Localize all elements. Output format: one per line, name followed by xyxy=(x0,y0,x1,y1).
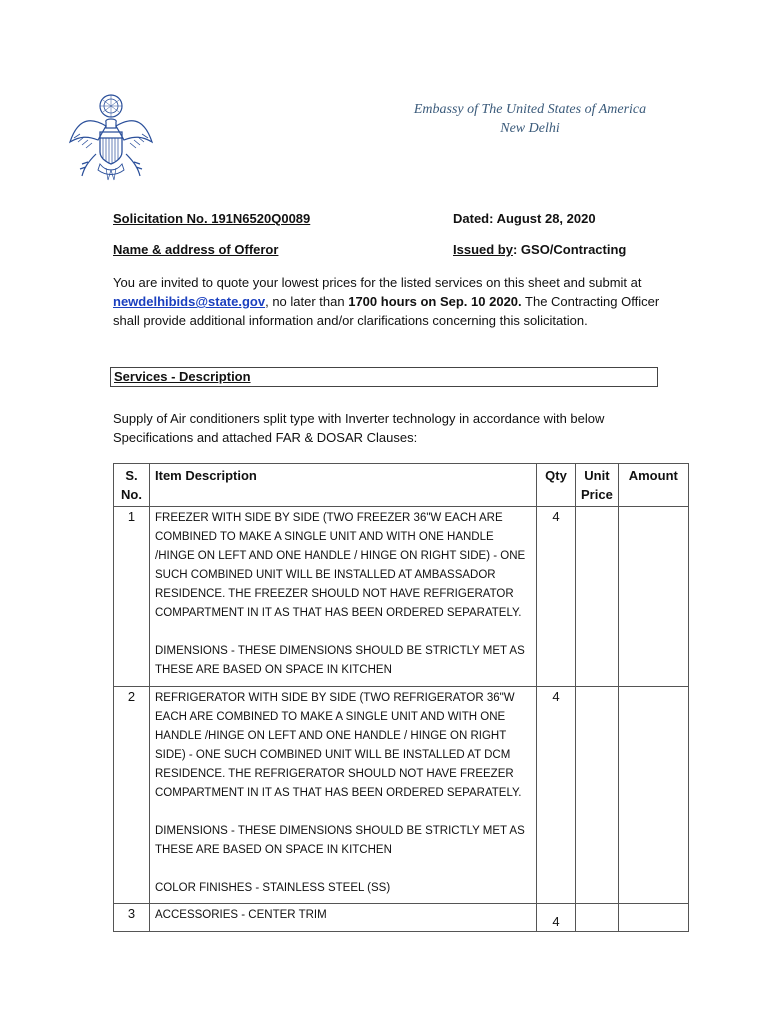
header-description: Item Description xyxy=(150,464,537,507)
header-qty: Qty xyxy=(537,464,576,507)
row-description xyxy=(150,904,537,932)
table-row xyxy=(114,687,689,904)
issued-by xyxy=(453,242,626,257)
row-sno: 3 xyxy=(114,904,150,932)
row-amount xyxy=(618,687,688,904)
table-row xyxy=(114,507,689,687)
header-amount: Amount xyxy=(618,464,688,507)
table-header-row xyxy=(114,464,689,507)
description-paragraph: FREEZER WITH SIDE BY SIDE (TWO FREEZER 36"W EACH ARE COMBINED TO MAKE A SINGLE UNIT AND WITH ONE HANDLE /HINGE ON LEFT AND ONE HANDLE / HINGE ON RIGHT SIDE) - ONE SUCH COMBINED UNIT WILL BE INSTALLED AT AMBASSADOR RESIDENCE. THE FREEZER SHOULD NOT HAVE REFRIGERATOR COMPARTMENT IN IT AS THAT HAS BEEN ORDERED SEPARATELY. xyxy=(155,512,526,619)
description-paragraph: DIMENSIONS - THESE DIMENSIONS SHOULD BE STRICTLY MET AS THESE ARE BASED ON SPACE IN KITCHEN xyxy=(155,645,525,676)
description-paragraph: ACCESSORIES - CENTER TRIM xyxy=(155,909,327,921)
issued-by-value: : GSO/Contracting xyxy=(512,242,627,257)
embassy-seal-icon xyxy=(66,92,156,184)
section-title: Services - Description xyxy=(110,367,658,387)
row-unit-price xyxy=(576,507,619,687)
embassy-heading xyxy=(370,100,690,138)
description-paragraph: DIMENSIONS - THESE DIMENSIONS SHOULD BE STRICTLY MET AS THESE ARE BASED ON SPACE IN KITCHEN xyxy=(155,825,525,856)
row-unit-price xyxy=(576,687,619,904)
intro-paragraph xyxy=(113,273,673,330)
intro-text-1: You are invited to quote your lowest prices for the listed services on this sheet and submit at xyxy=(113,275,642,290)
table-row xyxy=(114,904,689,932)
header-unit-price: Unit Price xyxy=(576,464,619,507)
row-sno: 2 xyxy=(114,687,150,904)
intro-text-3: The Contracting Officer shall provide additional information and/or clarifications concerning this solicitation. xyxy=(113,294,660,328)
row-qty: 4 xyxy=(537,507,576,687)
offeror-label: Name & address of Offeror xyxy=(113,242,279,257)
row-sno: 1 xyxy=(114,507,150,687)
description-paragraph: COLOR FINISHES - STAINLESS STEEL (SS) xyxy=(155,882,391,894)
deadline: 1700 hours on Sep. 10 2020. xyxy=(348,294,522,309)
intro-text-2: , no later than xyxy=(265,294,349,309)
embassy-name: Embassy of The United States of America xyxy=(413,102,647,117)
email-link[interactable]: newdelhibids@state.gov xyxy=(113,294,266,309)
embassy-city: New Delhi xyxy=(500,121,560,136)
header-sno: S. No. xyxy=(114,464,150,507)
row-description xyxy=(150,507,537,687)
solicitation-number: Solicitation No. 191N6520Q0089 xyxy=(113,211,311,226)
supply-text: Supply of Air conditioners split type with Inverter technology in accordance with below Specifications and attached FAR & DOSAR Clauses: xyxy=(113,411,605,445)
issued-by-label: Issued by xyxy=(453,242,513,257)
description-paragraph: REFRIGERATOR WITH SIDE BY SIDE (TWO REFRIGERATOR 36"W EACH ARE COMBINED TO MAKE A SINGLE UNIT AND WITH ONE HANDLE /HINGE ON LEFT AND ONE HANDLE / HINGE ON RIGHT SIDE) - ONE SUCH COMBINED UNIT WILL BE INSTALLED AT DCM RESIDENCE. THE REFRIGERATOR SHOULD NOT HAVE FREEZER COMPARTMENT IN IT AS THAT HAS BEEN ORDERED SEPARATELY. xyxy=(155,692,522,799)
row-amount xyxy=(618,904,688,932)
row-unit-price xyxy=(576,904,619,932)
row-qty: 4 xyxy=(537,904,576,932)
items-table xyxy=(113,463,689,932)
row-amount xyxy=(618,507,688,687)
row-description xyxy=(150,687,537,904)
dated: Dated: August 28, 2020 xyxy=(453,211,596,226)
row-qty: 4 xyxy=(537,687,576,904)
